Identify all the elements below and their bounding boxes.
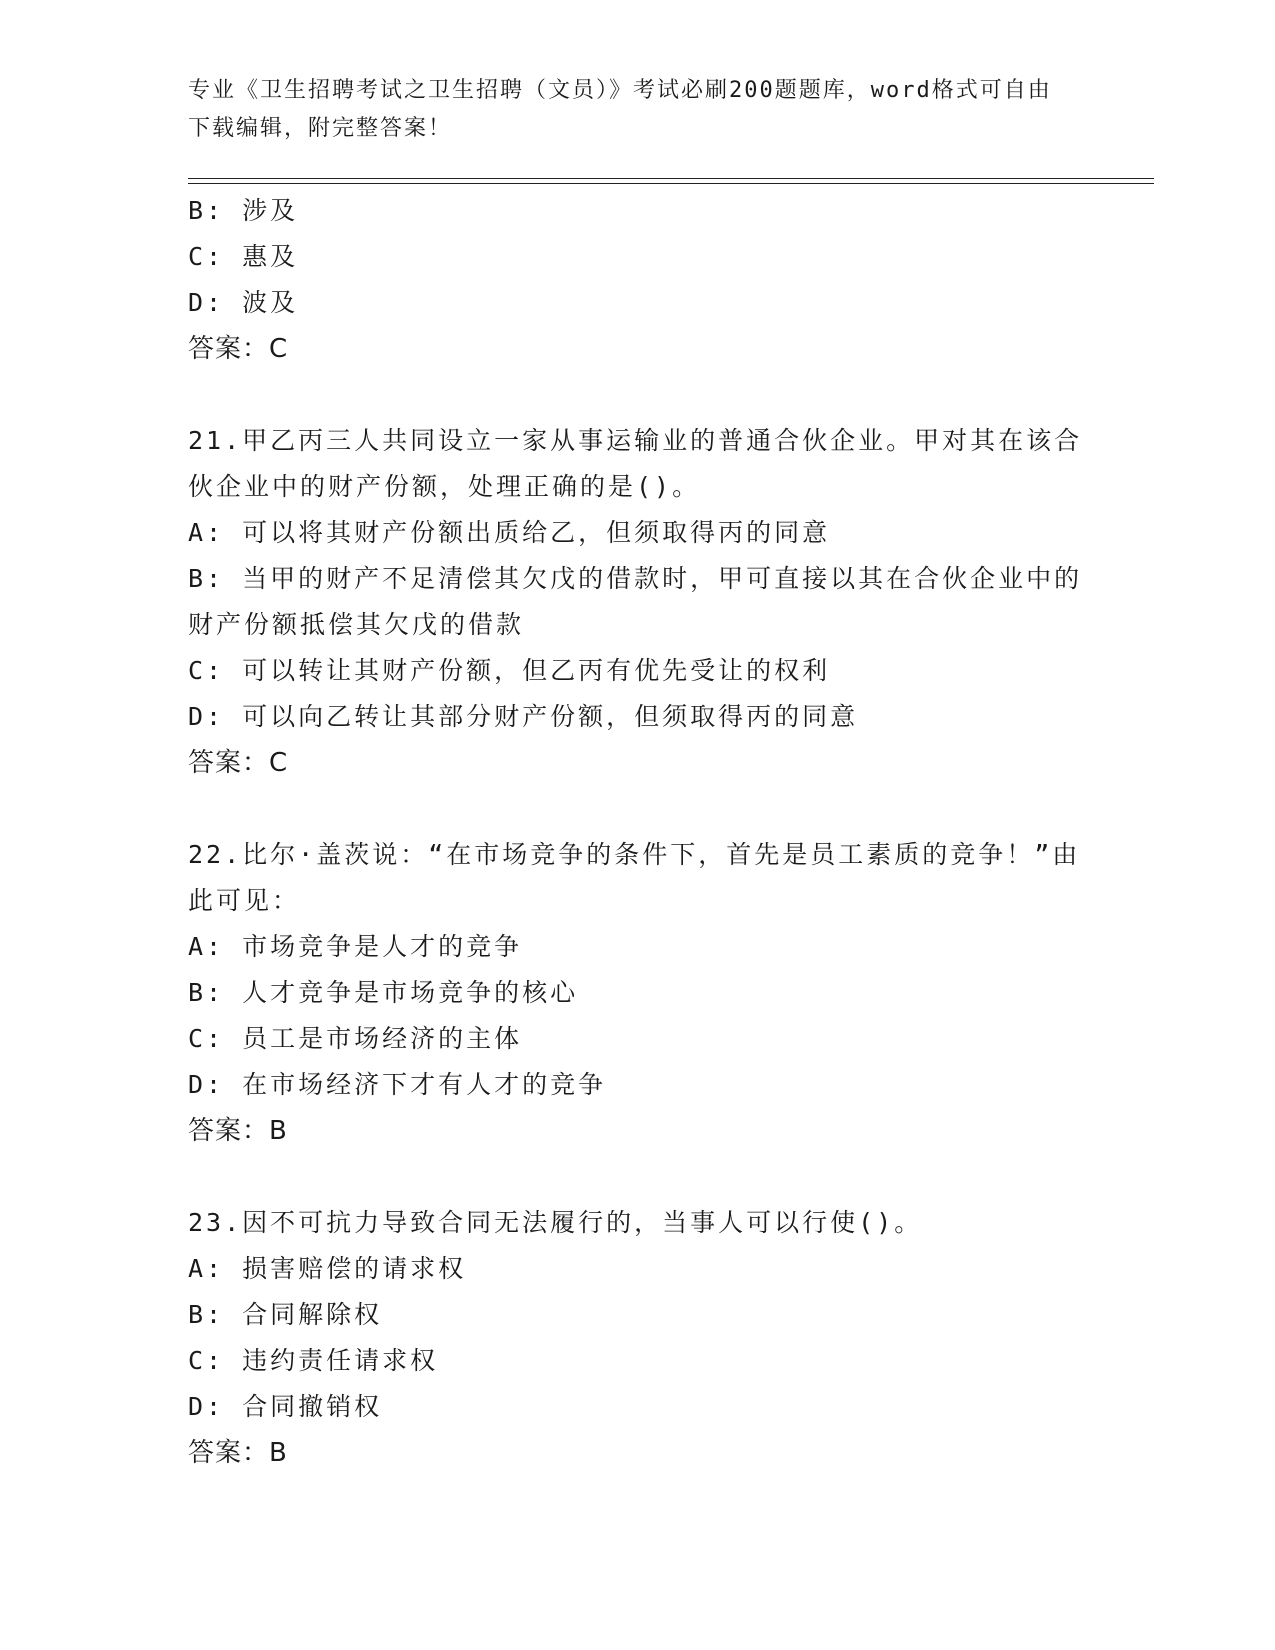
option-a: A: 损害赔偿的请求权 xyxy=(188,1254,467,1283)
option-b: B: 合同解除权 xyxy=(188,1300,383,1329)
question-partial xyxy=(188,188,1088,372)
header-divider-top xyxy=(188,178,1154,179)
question-23 xyxy=(188,1200,1088,1476)
answer-line: 答案：C xyxy=(188,334,289,364)
option-d: D: 波及 xyxy=(188,288,299,317)
option-b: B: 当甲的财产不足清偿其欠戊的借款时，甲可直接以其在合伙企业中的财产份额抵偿其欠戊的借款 xyxy=(188,564,1083,639)
option-a: A: 可以将其财产份额出质给乙，但须取得丙的同意 xyxy=(188,518,831,547)
question-stem: 23.因不可抗力导致合同无法履行的，当事人可以行使()。 xyxy=(188,1208,923,1237)
option-b: B: 人才竞争是市场竞争的核心 xyxy=(188,978,579,1007)
option-b: B: 涉及 xyxy=(188,196,299,225)
question-21 xyxy=(188,418,1088,786)
option-d: D: 合同撤销权 xyxy=(188,1392,383,1421)
answer-line: 答案：B xyxy=(188,1116,288,1146)
option-c: C: 可以转让其财产份额，但乙丙有优先受让的权利 xyxy=(188,656,831,685)
option-d: D: 可以向乙转让其部分财产份额，但须取得丙的同意 xyxy=(188,702,859,731)
option-c: C: 惠及 xyxy=(188,242,299,271)
question-stem: 21.甲乙丙三人共同设立一家从事运输业的普通合伙企业。甲对其在该合伙企业中的财产份额，处理正确的是()。 xyxy=(188,426,1083,501)
question-list xyxy=(188,188,1088,1522)
document-header: 专业《卫生招聘考试之卫生招聘（文员）》考试必刷200题题库，word格式可自由下载编辑，附完整答案！ xyxy=(188,78,1052,141)
option-a: A: 市场竞争是人才的竞争 xyxy=(188,932,523,961)
answer-line: 答案：C xyxy=(188,748,289,778)
option-c: C: 违约责任请求权 xyxy=(188,1346,439,1375)
question-22 xyxy=(188,832,1088,1154)
question-stem: 22.比尔·盖茨说：“在市场竞争的条件下，首先是员工素质的竞争！”由此可见： xyxy=(188,840,1081,915)
answer-line: 答案：B xyxy=(188,1438,288,1468)
header-divider-bottom xyxy=(188,183,1154,184)
option-d: D: 在市场经济下才有人才的竞争 xyxy=(188,1070,607,1099)
option-c: C: 员工是市场经济的主体 xyxy=(188,1024,523,1053)
